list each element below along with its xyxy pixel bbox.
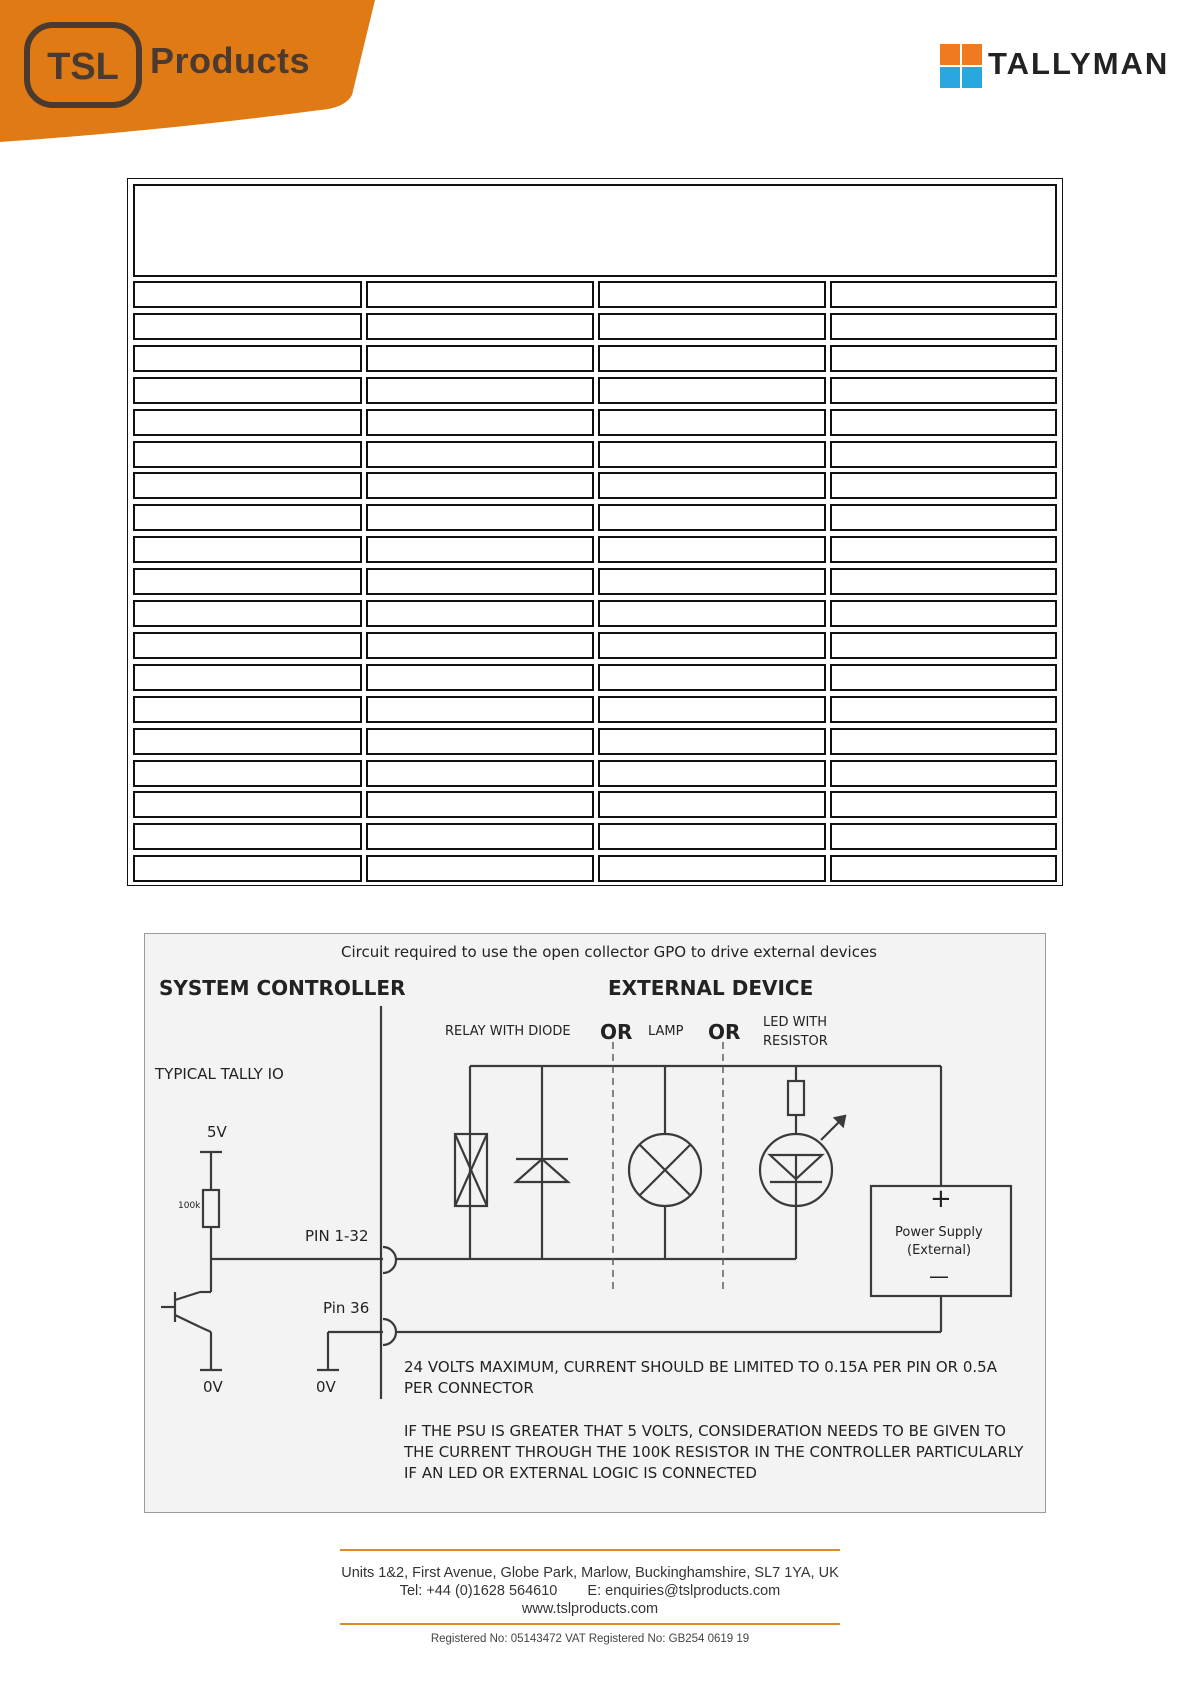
system-controller-heading: SYSTEM CONTROLLER: [159, 976, 406, 1000]
footer-email: E: enquiries@tslproducts.com: [587, 1583, 781, 1599]
voltage-limit-note: 24 VOLTS MAXIMUM, CURRENT SHOULD BE LIMITED TO 0.15A PER PIN OR 0.5A PER CONNECTOR: [404, 1358, 997, 1397]
table-cell: [366, 664, 594, 691]
table-cell: [830, 568, 1057, 595]
table-cell: [598, 345, 826, 372]
table-cell: [133, 632, 362, 659]
table-cell: [598, 313, 826, 340]
table-cell: [830, 345, 1057, 372]
table-cell: [366, 472, 594, 499]
psu-plus-sign: +: [930, 1184, 952, 1214]
table-cell: [830, 696, 1057, 723]
table-cell: [830, 664, 1057, 691]
table-cell: [598, 504, 826, 531]
table-cell: [366, 791, 594, 818]
table-cell: [133, 568, 362, 595]
table-cell: [830, 632, 1057, 659]
table-cell: [830, 760, 1057, 787]
table-cell: [133, 760, 362, 787]
table-cell: [830, 855, 1057, 882]
table-cell: [133, 377, 362, 404]
psu-resistor-note: IF THE PSU IS GREATER THAT 5 VOLTS, CONSIDERATION NEEDS TO BE GIVEN TO THE CURRENT THROUGH THE 100K RESISTOR IN THE CONTROLLER PARTICULARLY IF AN LED OR EXTERNAL LOGIC IS CONNECTED: [404, 1422, 1024, 1482]
table-cell: [366, 441, 594, 468]
footer-tel: Tel: +44 (0)1628 564610: [399, 1583, 558, 1599]
table-cell: [366, 632, 594, 659]
table-cell: [133, 441, 362, 468]
typical-tally-io-label: TYPICAL TALLY IO: [155, 1065, 284, 1083]
pin-1-32-label: PIN 1-32: [305, 1227, 369, 1245]
table-cell: [133, 823, 362, 850]
table-cell: [598, 409, 826, 436]
circuit-diagram: [144, 933, 1046, 1513]
table-cell: [366, 536, 594, 563]
psu-minus-sign: —: [929, 1264, 949, 1288]
relay-with-diode-label: RELAY WITH DIODE: [445, 1024, 571, 1039]
table-cell: [366, 281, 594, 308]
led-with-label: LED WITH: [763, 1015, 828, 1030]
table-cell: [598, 377, 826, 404]
table-cell: [133, 600, 362, 627]
table-cell: [133, 664, 362, 691]
footer-contact: [340, 1583, 840, 1599]
table-cell: [598, 823, 826, 850]
table-cell: [830, 536, 1057, 563]
table-cell: [366, 600, 594, 627]
table-cell: [133, 536, 362, 563]
external-device-heading: EXTERNAL DEVICE: [608, 976, 814, 1000]
tallyman-wordmark: TALLYMAN: [988, 46, 1170, 81]
table-cell: [133, 281, 362, 308]
table-cell: [366, 568, 594, 595]
table-cell: [133, 313, 362, 340]
table-cell: [830, 377, 1057, 404]
table-cell: [598, 536, 826, 563]
ov-left-label: 0V: [203, 1378, 223, 1396]
table-cell: [830, 504, 1057, 531]
table-cell: [830, 472, 1057, 499]
or-label-1: OR: [600, 1020, 633, 1044]
table-cell: [830, 409, 1057, 436]
footer-website: www.tslproducts.com: [521, 1601, 659, 1617]
table-cell: [133, 345, 362, 372]
table-cell: [830, 600, 1057, 627]
table-cell: [598, 600, 826, 627]
table-cell: [366, 313, 594, 340]
tallyman-logo-icon: [940, 44, 982, 88]
table-cell: [598, 441, 826, 468]
table-cell: [366, 855, 594, 882]
table-cell: [598, 855, 826, 882]
table-cell: [366, 504, 594, 531]
footer-registration: Registered No: 05143472 VAT Registered No: GB254 0619 19: [430, 1633, 750, 1645]
pin-36-label: Pin 36: [323, 1299, 370, 1317]
table-cell: [133, 696, 362, 723]
resistor-label: RESISTOR: [763, 1034, 828, 1049]
table-cell: [598, 696, 826, 723]
table-cell: [598, 664, 826, 691]
led-resistor: [788, 1081, 804, 1115]
table-cell: [133, 472, 362, 499]
table-cell: [133, 728, 362, 755]
table-cell: [598, 472, 826, 499]
footer-bottom-rule: [340, 1623, 840, 1625]
table-cell: [598, 281, 826, 308]
table-cell: [830, 441, 1057, 468]
table-cell: [598, 760, 826, 787]
or-label-2: OR: [708, 1020, 741, 1044]
table-cell: [830, 823, 1057, 850]
footer-address: Units 1&2, First Avenue, Globe Park, Marlow, Buckinghamshire, SL7 1YA, UK: [341, 1565, 839, 1581]
pin-1-32-connector: [383, 1247, 396, 1273]
5v-label: 5V: [207, 1123, 227, 1141]
table-cell: [133, 791, 362, 818]
table-cell: [366, 823, 594, 850]
table-cell: [133, 855, 362, 882]
table-cell: [366, 345, 594, 372]
table-cell: [830, 281, 1057, 308]
ov-right-label: 0V: [316, 1378, 336, 1396]
table-cell: [830, 791, 1057, 818]
table-cell: [598, 632, 826, 659]
products-wordmark: Products: [150, 40, 311, 81]
table-cell: [598, 568, 826, 595]
table-cell: [366, 728, 594, 755]
pin-36-connector: [383, 1319, 396, 1345]
resistor-100k: [203, 1190, 219, 1227]
diagram-caption: Circuit required to use the open collector GPO to drive external devices: [341, 943, 878, 961]
pinout-table: [127, 178, 1063, 886]
table-cell: [366, 696, 594, 723]
table-cell: [830, 728, 1057, 755]
table-cell: [133, 409, 362, 436]
table-title-cell: [133, 184, 1057, 277]
table-cell: [366, 377, 594, 404]
100k-label: 100k: [178, 1201, 201, 1211]
psu-label-line2: (External): [907, 1243, 972, 1258]
table-cell: [598, 791, 826, 818]
psu-label-line1: Power Supply: [895, 1225, 983, 1240]
footer-top-rule: [340, 1549, 840, 1551]
table-cell: [133, 504, 362, 531]
tsl-logo-text: TSL: [47, 46, 119, 88]
lamp-label: LAMP: [648, 1024, 684, 1039]
table-cell: [366, 760, 594, 787]
table-cell: [366, 409, 594, 436]
table-cell: [598, 728, 826, 755]
table-cell: [830, 313, 1057, 340]
tsl-logo-icon: [24, 22, 142, 108]
